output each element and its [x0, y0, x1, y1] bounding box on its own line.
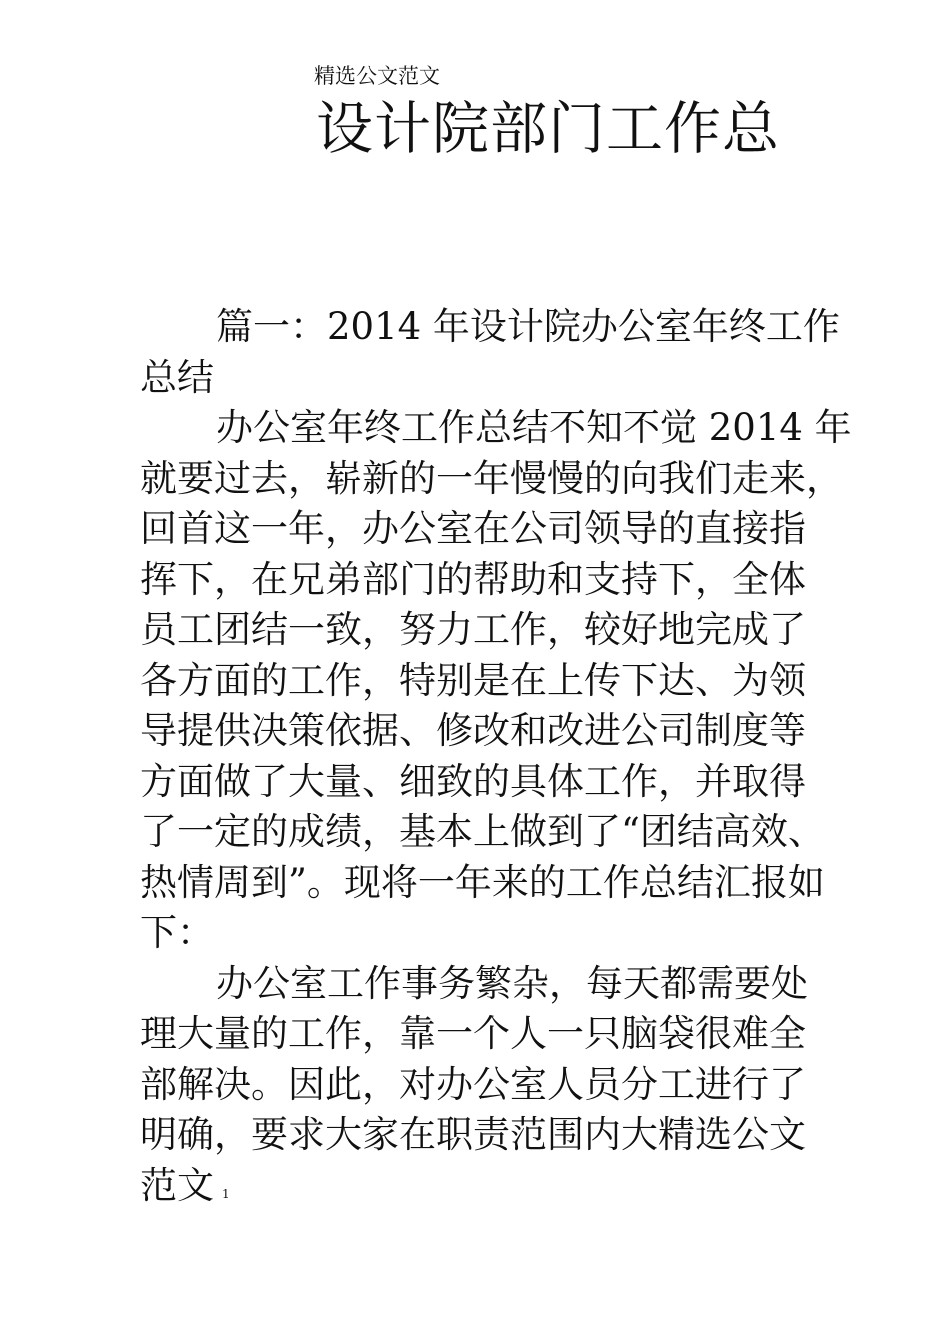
body-line: 热情周到”。现将一年来的工作总结汇报如 — [140, 860, 825, 904]
body-line: 部解决。因此，对办公室人员分工进行了 — [140, 1062, 806, 1106]
body-line: 导提供决策依据、修改和改进公司制度等 — [140, 709, 806, 752]
body-line: 就要过去，崭新的一年慢慢的向我们走来， — [140, 456, 843, 500]
body-line: 员工团结一致，努力工作，较好地完成了 — [140, 608, 806, 651]
body-line: 挥下，在兄弟部门的帮助和支持下，全体 — [140, 557, 806, 601]
body-line: 理大量的工作，靠一个人一只脑袋很难全 — [140, 1012, 806, 1055]
body-line: 篇一：2014 年设计院办公室年终工作 — [216, 305, 840, 348]
body-line: 总结 — [140, 355, 214, 399]
body-line: 下： — [140, 911, 214, 954]
body-line-text: 范文 — [140, 1163, 214, 1207]
header-text: 精选公文范文 — [314, 64, 440, 88]
document-title: 设计院部门工作总 — [316, 96, 780, 162]
body-line: 各方面的工作，特别是在上传下达、为领 — [140, 658, 806, 702]
body-line: 办公室年终工作总结不知不觉 2014 年 — [216, 406, 852, 449]
body-line: 方面做了大量、细致的具体工作，并取得 — [140, 759, 806, 803]
body-line: 办公室工作事务繁杂，每天都需要处 — [216, 961, 808, 1005]
body-line: 明确，要求大家在职责范围内大精选公文 — [140, 1113, 806, 1156]
body-line: 了一定的成绩，基本上做到了“团结高效、 — [140, 810, 825, 853]
page-number: 1 — [222, 1186, 230, 1201]
last-body-line — [140, 1161, 860, 1212]
body-line: 回首这一年，办公室在公司领导的直接指 — [140, 507, 806, 550]
document-body — [140, 302, 860, 1211]
